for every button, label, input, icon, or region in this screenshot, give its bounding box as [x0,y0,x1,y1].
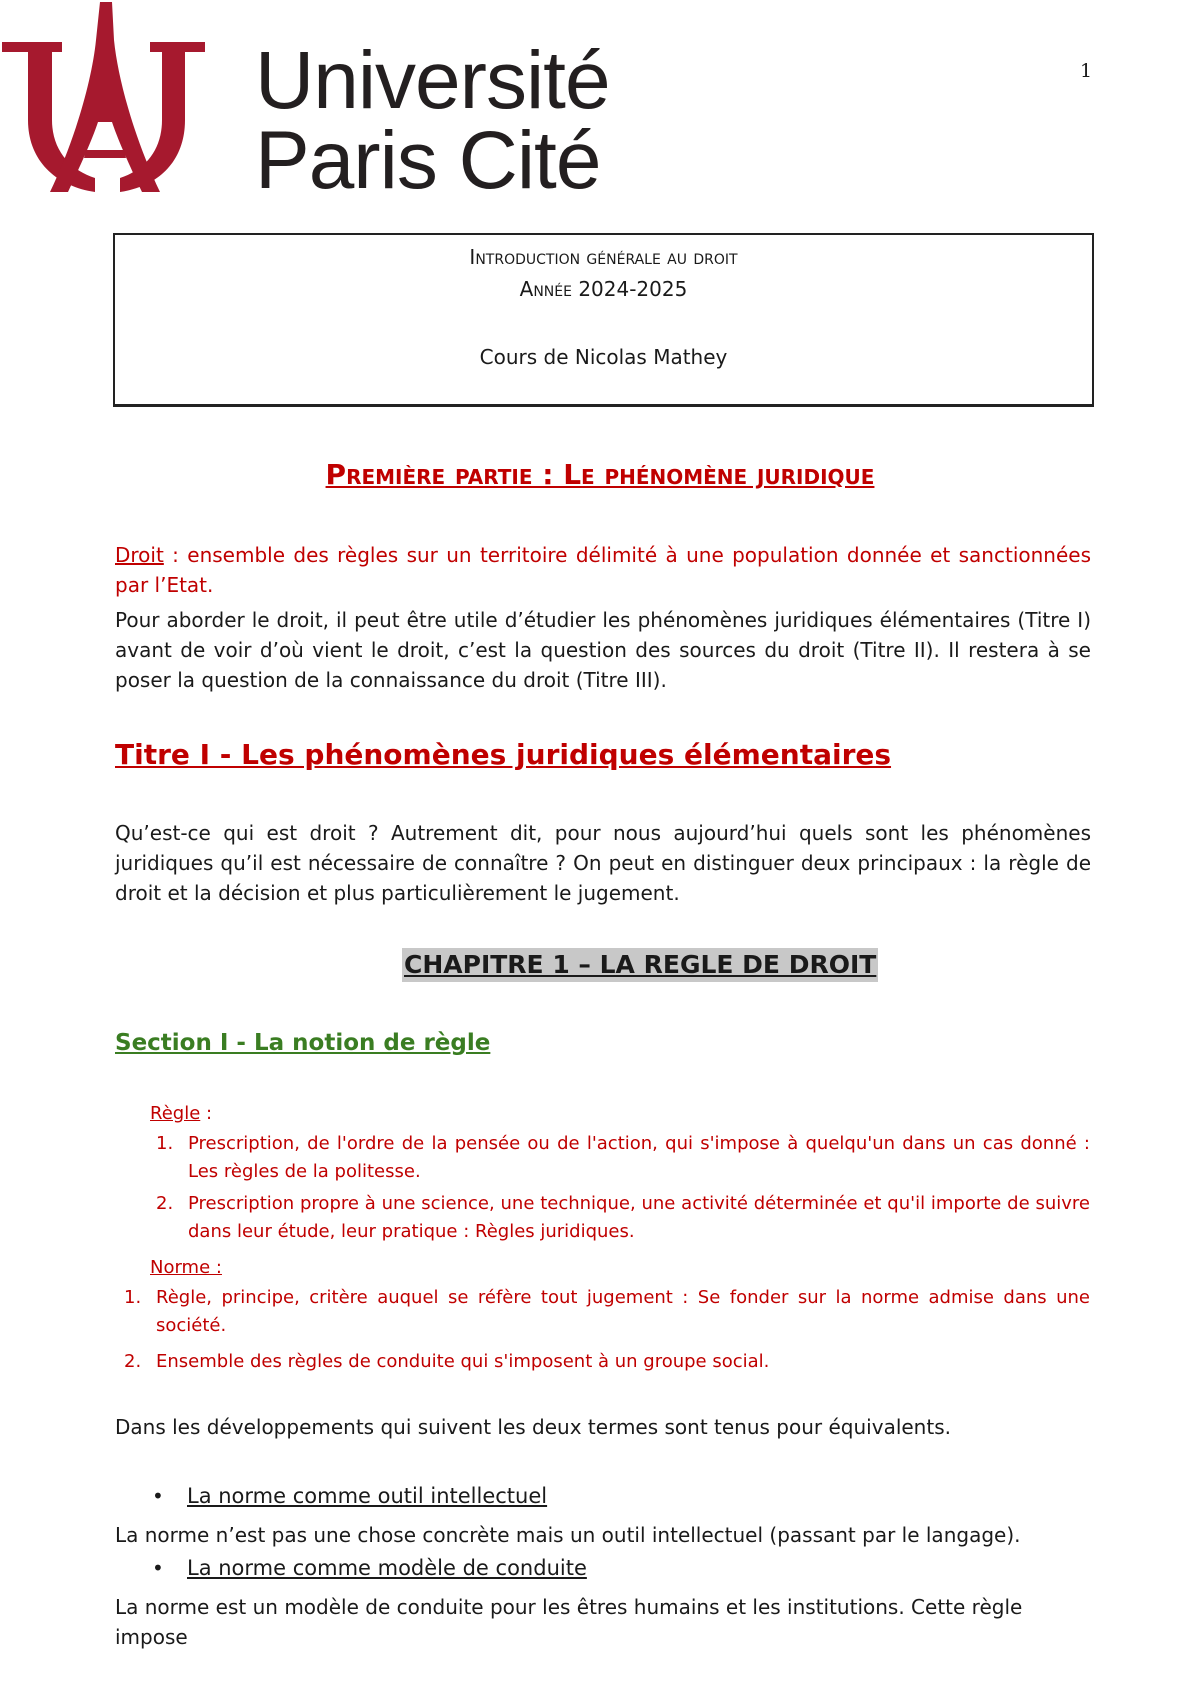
chapter-heading: CHAPITRE 1 – LA REGLE DE DROIT [402,948,878,982]
university-logo-emblem [0,0,210,200]
bullet-1-symbol: • [152,1484,164,1508]
regle-item-1-text: Prescription, de l'ordre de la pensée ou de l'action, qui s'impose à quelqu'un dans un cas donné : Les règles de la politesse. [188,1133,1090,1182]
part-title: Première partie : Le phénomène juridique [325,458,875,491]
bullet-2-symbol: • [152,1556,164,1580]
bullet-2-title: La norme comme modèle de conduite [187,1556,587,1580]
intro-paragraph: Pour aborder le droit, il peut être utile d’étudier les phénomènes juridiques élémentaires (Titre I) avant de voir d’où vient le droit, c’est la question des sources du droit (Titre II). Il restera à se poser la question de la connaissance du droit (Titre III). [115,608,1091,692]
regle-item-1-number: 1. [156,1133,174,1154]
regle-item-2 [156,1190,1090,1246]
academic-year: Année 2024-2025 [519,277,688,301]
logo-text-line1: Université [255,35,610,126]
norme-item-2-number: 2. [124,1351,142,1372]
regle-item-2-number: 2. [156,1193,174,1214]
bullet-2-text: La norme est un modèle de conduite pour les êtres humains et les institutions. Cette règle impose [115,1595,1023,1649]
regle-label-line [150,1103,212,1124]
definition-paragraph [115,540,1091,600]
regle-item-1 [156,1130,1090,1186]
definition-term: Droit [115,543,164,567]
norme-item-1-text: Règle, principe, critère auquel se réfère tout jugement : Se fonder sur la norme admise dans une société. [156,1287,1090,1336]
course-title: Introduction générale au droit [469,245,738,269]
bullet-1-title: La norme comme outil intellectuel [187,1484,548,1508]
bullet-1-text: La norme n’est pas une chose concrète mais un outil intellectuel (passant par le langage). [115,1523,1021,1547]
norme-label: Norme : [150,1257,222,1278]
definition-text: : ensemble des règles sur un territoire délimité à une population donnée et sanctionnées par l’Etat. [115,543,1091,597]
regle-label: Règle [150,1103,201,1124]
regle-colon: : [200,1103,213,1124]
equivalence-paragraph: Dans les développements qui suivent les deux termes sont tenus pour équivalents. [115,1415,951,1439]
teacher-name: Cours de Nicolas Mathey [479,345,728,369]
norme-item-1-number: 1. [124,1287,142,1308]
norme-item-1 [124,1284,1090,1340]
course-header-box [113,233,1094,407]
page-number: 1 [1080,60,1093,82]
titre-1-heading: Titre I - Les phénomènes juridiques élémentaires [115,738,892,771]
logo-text-line2: Paris Cité [255,115,601,206]
regle-item-2-text: Prescription propre à une science, une technique, une activité déterminée et qu'il importe de suivre dans leur étude, leur pratique : Règles juridiques. [188,1193,1090,1242]
norme-item-2-text: Ensemble des règles de conduite qui s'imposent à un groupe social. [156,1351,770,1372]
norme-item-2 [124,1348,1090,1376]
titre-1-paragraph: Qu’est-ce qui est droit ? Autrement dit, pour nous aujourd’hui quels sont les phénomènes juridiques qu’il est nécessaire de connaître ? On peut en distinguer deux principaux : la règle de droit et la décision et plus particulièrement le jugement. [115,821,1091,905]
section-heading: Section I - La notion de règle [115,1030,491,1056]
